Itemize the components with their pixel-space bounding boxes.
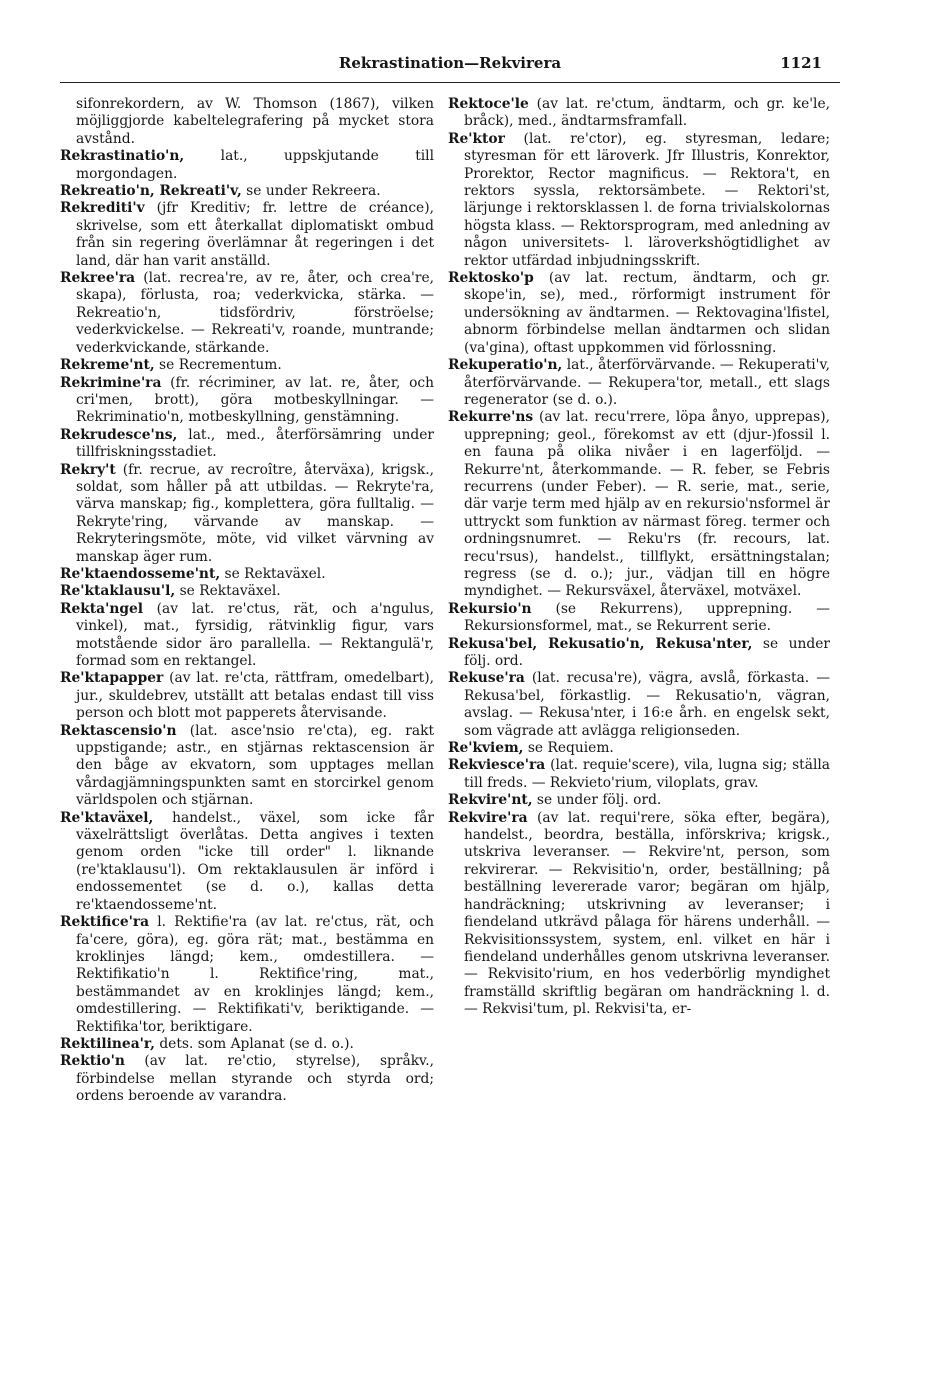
entry-definition: l. Rektifie'ra (av lat. re'ctus, rät, och fa'cere, göra), eg. göra rät; mat., bestämma en kroklinjes längd; kem., omdestillera. — Rektifikatio'n l. Rektifice'ring, mat., bestämmandet av en kroklinjes längd; kem., omdestillering. — Rektifikati'v, beriktigande. — Rektifika'tor, beriktigare. bbox=[76, 914, 434, 1035]
page-number: 1121 bbox=[780, 54, 822, 72]
entry-definition: (av lat. re'cta, rättfram, omedelbart), jur., skuldebrev, utställt att betalas endast till viss person och blott mot papperets återvisande. bbox=[76, 670, 434, 722]
entry-headword: Rektifice'ra bbox=[60, 914, 150, 931]
entry-headword: Rektosko'p bbox=[448, 270, 534, 287]
entry-definition: (av lat. requi'rere, söka efter, begära), handelst., beordra, beställa, införskriva; krigsk., utskriva leveranser. — Rekvire'nt, person, som rekvirerar. — Rekvisitio'n, order, beställning; på beställning levererade varor; begäran om hjälp, handräckning; utskrivning av leveranser; i fiendeland utkrävd pålaga för härens underhåll. — Rekvisitionssystem, system, enl. vilket en här i fiendeland underhålles genom utskrivna leveranser. — Rekvisito'rium, en hos vederbörlig myndighet framställd skriftlig begäran om handräckning l. d. — Rekvisi'tum, pl. Rekvisi'ta, er- bbox=[464, 809, 830, 1018]
dictionary-entry bbox=[448, 131, 830, 270]
dictionary-entry bbox=[60, 1036, 434, 1053]
entry-definition: se Rektaväxel. bbox=[220, 565, 326, 582]
dictionary-entry bbox=[448, 636, 830, 671]
entry-headword: Rekurre'ns bbox=[448, 409, 534, 426]
entry-definition: lat., återförvärvande. — Rekuperati'v, återförvärvande. — Rekupera'tor, metall., ett slags regenerator (se d. o.). bbox=[464, 357, 830, 408]
entry-definition: (se Rekurrens), upprepning. — Rekursionsformel, mat., se Rekurrent serie. bbox=[464, 600, 830, 635]
entry-headword: Re'ktaklausu'l, bbox=[60, 583, 176, 600]
entry-definition: se Requiem. bbox=[523, 740, 614, 757]
entry-headword: Rekta'ngel bbox=[60, 600, 144, 617]
entry-definition: se Recrementum. bbox=[154, 357, 282, 374]
entry-headword: Rekvire'nt, bbox=[448, 792, 533, 809]
dictionary-entry bbox=[60, 375, 434, 427]
entry-definition: (jfr Kreditiv; fr. lettre de créance), skrivelse, som ett återkallat diplomatiskt ombud från sin regering överlämnar åt regeringen i det land, där han varit anställd. bbox=[76, 200, 434, 269]
dictionary-entry bbox=[60, 357, 434, 374]
entry-headword: Re'ktapapper bbox=[60, 670, 164, 687]
entry-definition: (lat. re'ctor), eg. styresman, ledare; styresman för ett läroverk. Jfr Illustris, Konrektor, Prorektor, Rector magnificus. — Rektora't, en rektors syssla, rektorsämbete. — Rektori'st, lärjunge i rektorsklassen l. de forna trivialskolornas högsta klass. — Rektorsprogram, med anledning av någon universitets- l. läroverkshögtidlighet av rektor utfärdad inbjudningsskrift. bbox=[464, 130, 830, 269]
entry-definition: (av lat. re'ctum, ändtarm, och gr. ke'le, bråck), med., ändtarmsframfall. bbox=[464, 96, 830, 130]
page-header bbox=[60, 44, 840, 83]
entry-headword: Rekrediti'v bbox=[60, 200, 145, 217]
entry-headword: Re'kviem, bbox=[448, 740, 524, 757]
entry-definition: (fr. récriminer, av lat. re, åter, och cri'men, brott), göra motbeskyllningar. — Rekriminatio'n, motbeskyllning, genstämning. bbox=[76, 374, 434, 426]
entry-headword: Rekuse'ra bbox=[448, 670, 525, 687]
dictionary-entry bbox=[60, 601, 434, 671]
entry-headword: Rekursio'n bbox=[448, 600, 532, 617]
entry-headword: Rekrimine'ra bbox=[60, 374, 162, 391]
dictionary-entry bbox=[448, 792, 830, 809]
entry-headword: Rektoce'le bbox=[448, 96, 529, 112]
dictionary-entry bbox=[60, 148, 434, 183]
dictionary-entry bbox=[60, 427, 434, 462]
dictionary-entry bbox=[448, 757, 830, 792]
entry-headword: Rekry't bbox=[60, 461, 116, 478]
entry-headword: Re'ktor bbox=[448, 130, 505, 147]
dictionary-entry bbox=[60, 566, 434, 583]
dictionary-entry bbox=[448, 96, 830, 131]
left-column bbox=[60, 96, 434, 1106]
entry-definition: handelst., växel, som icke får växelrättsligt överlåtas. Detta angives i texten genom orden "icke till order" l. liknande (re'ktaklausu'l). Om rektaklausulen är införd i endossementet (se d. o.), kallas detta re'ktaendosseme'nt. bbox=[76, 809, 434, 913]
entry-headword: Rektio'n bbox=[60, 1053, 125, 1070]
entry-definition: (lat. requie'scere), vila, lugna sig; ställa till freds. — Rekvieto'rium, viloplats, grav. bbox=[464, 757, 830, 791]
entry-definition: lat., uppskjutande till morgondagen. bbox=[76, 148, 434, 182]
dictionary-entry bbox=[60, 723, 434, 810]
dictionary-entry bbox=[448, 601, 830, 636]
entry-headword: Rekrudesce'ns, bbox=[60, 426, 178, 443]
dictionary-entry bbox=[448, 740, 830, 757]
running-title: Rekrastination—Rekvirera bbox=[338, 54, 562, 72]
dictionary-entry bbox=[60, 583, 434, 600]
dictionary-entry bbox=[60, 183, 434, 200]
entry-headword: Re'ktaväxel, bbox=[60, 809, 154, 826]
entry-headword: Rekree'ra bbox=[60, 270, 136, 287]
entry-definition: se Rektaväxel. bbox=[175, 583, 281, 600]
dictionary-entry bbox=[60, 200, 434, 270]
dictionary-entry bbox=[60, 270, 434, 357]
entry-definition: se under Rekreera. bbox=[241, 183, 381, 200]
entry-definition: lat., med., återförsämring under tillfriskningsstadiet. bbox=[76, 426, 434, 461]
entry-definition: se under följ. ord. bbox=[464, 635, 830, 669]
dictionary-entry bbox=[60, 1053, 434, 1105]
entry-definition: (fr. recrue, av recroître, återväxa), krigsk., soldat, som håller på att utbildas. — Rekryte'ra, värva manskap; fig., komplettera, göra fulltalig. — Rekryte'ring, värvande av manskap. — Rekryteringsmöte, möte, vid vilket värvning av manskap äger rum. bbox=[76, 461, 434, 565]
dictionary-entry bbox=[448, 670, 830, 740]
entry-headword: Rektilinea'r, bbox=[60, 1035, 155, 1052]
entry-definition: (lat. recusa're), vägra, avslå, förkasta. — Rekusa'bel, förkastlig. — Rekusatio'n, vägran, avslag. — Rekusa'nter, i 16:e årh. en engelsk sekt, som vägrade att avlägga religionseden. bbox=[464, 670, 830, 739]
entry-headword: Rekuperatio'n, bbox=[448, 357, 563, 374]
entry-headword: Rekreme'nt, bbox=[60, 357, 155, 374]
entry-headword: Rekrastinatio'n, bbox=[60, 148, 185, 165]
entry-definition: se under följ. ord. bbox=[532, 792, 662, 809]
entry-headword: Rekviesce'ra bbox=[448, 757, 546, 774]
dictionary-entry bbox=[448, 270, 830, 357]
entry-definition: (lat. asce'nsio re'cta), eg. rakt uppstigande; astr., en stjärnas rektascension är den båge av ekvatorn, som upptages mellan vårdagjämningspunkten samt en storcirkel genom världspolen och stjärnan. bbox=[76, 722, 434, 809]
dictionary-entry bbox=[60, 670, 434, 722]
right-column bbox=[448, 96, 830, 1019]
entry-definition: (av lat. recu'rrere, löpa ånyo, upprepas), upprepning; geol., förekomst av ett (djur-)fossil l. en fauna på olika nivåer i en lagerföljd. — Rekurre'nt, återkommande. — R. feber, se Febris recurrens (under Feber). — R. serie, mat., serie, där varje term med hjälp av en rekursio'nsformel är uttryckt som funktion av närmast föreg. termer och ordningsnumret. — Reku'rs (fr. recours, lat. recu'rsus), handelst., tillflykt, ersättningstalan; regress (se d. o.); jur., vädjan till en högre myndighet. — Rekursväxel, återväxel, motväxel. bbox=[464, 409, 830, 600]
dictionary-entry bbox=[448, 409, 830, 600]
entry-definition: dets. som Aplanat (se d. o.). bbox=[154, 1035, 354, 1052]
dictionary-entry bbox=[448, 810, 830, 1019]
entry-definition: sifonrekordern, av W. Thomson (1867), vilken möjliggjorde kabeltelegrafering på mycket stora avstånd. bbox=[76, 96, 434, 147]
entry-headword: Rekvire'ra bbox=[448, 809, 528, 826]
entry-definition: (av lat. rectum, ändtarm, och gr. skope'in, se), med., rörformigt instrument för undersökning av ändtarmen. — Rektovagina'lfistel, abnorm förbindelse mellan ändtarmen och slidan (va'gina), oftast uppkommen vid förlossning. bbox=[464, 270, 830, 356]
dictionary-entry bbox=[60, 462, 434, 566]
entry-headword: Rekreatio'n, Rekreati'v, bbox=[60, 183, 242, 200]
dictionary-entry bbox=[60, 810, 434, 914]
entry-headword: Rektascensio'n bbox=[60, 722, 177, 739]
entry-definition: (av lat. re'ctio, styrelse), språkv., förbindelse mellan styrande och styrda ord; ordens beroende av varandra. bbox=[76, 1053, 434, 1105]
dictionary-entry bbox=[60, 96, 434, 148]
entry-headword: Rekusa'bel, Rekusatio'n, Rekusa'nter, bbox=[448, 635, 753, 652]
entry-definition: (lat. recrea're, av re, åter, och crea're, skapa), förlusta, roa; vederkvicka, stärka. — Rekreatio'n, tidsfördriv, förströelse; vederkvickelse. — Rekreati'v, roande, muntrande; vederkvickande, stärkande. bbox=[76, 270, 434, 356]
entry-headword: Re'ktaendosseme'nt, bbox=[60, 565, 221, 582]
dictionary-entry bbox=[448, 357, 830, 409]
entry-definition: (av lat. re'ctus, rät, och a'ngulus, vinkel), mat., fyrsidig, rätvinklig figur, vars motstående sidor äro parallella. — Rektangulä'r, formad som en rektangel. bbox=[76, 600, 434, 669]
dictionary-entry bbox=[60, 914, 434, 1036]
